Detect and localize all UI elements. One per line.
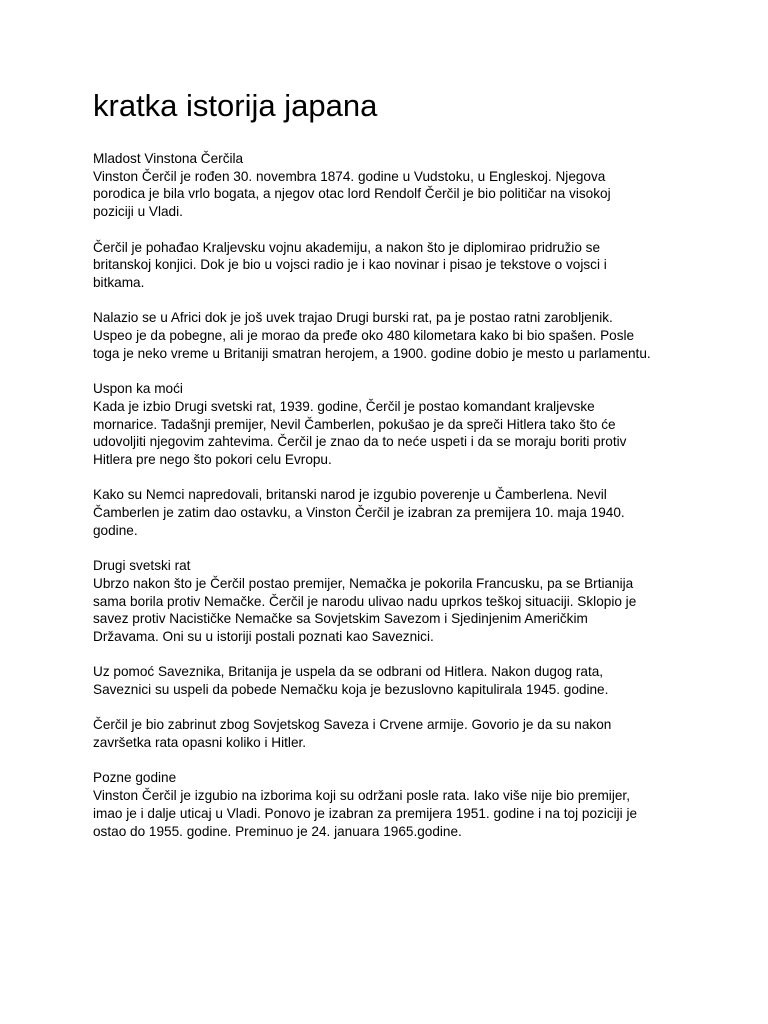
- text-line: porodica je bila vrlo bogata, a njegov otac lord Rendolf Čerčil je bio političar na visokoj: [93, 186, 611, 202]
- text-line: Hitlera pre nego što pokori celu Evropu.: [93, 451, 332, 467]
- text-line: bitkama.: [93, 274, 145, 290]
- text-line: Uspon ka moći: [93, 381, 183, 397]
- text-line: završetka rata opasni koliko i Hitler.: [93, 735, 307, 751]
- paragraph: [93, 150, 683, 221]
- text-line: imao je i dalje uticaj u Vladi. Ponovo je izabran za premijera 1951. godine i na toj poziciji je: [93, 805, 638, 821]
- text-line: Uz pomoć Saveznika, Britanija je uspela da se odbrani od Hitlera. Nakon dugog rata,: [93, 664, 604, 680]
- text-line: Vinston Čerčil je izgubio na izborima koji su održani posle rata. Iako više nije bio premijer,: [93, 788, 630, 804]
- text-line: sama borila protiv Nemačke. Čerčil je narodu ulivao nadu uprkos teškoj situaciji. Sklopio je: [93, 593, 637, 609]
- text-line: Saveznici su uspeli da pobede Nemačku koja je bezuslovno kapitulirala 1945. godine.: [93, 682, 609, 697]
- text-line: Kako su Nemci napredovali, britanski narod je izgubio poverenje u Čamberlena. Nevil: [93, 487, 607, 503]
- text-line: Nalazio se u Africi dok je još uvek trajao Drugi burski rat, pa je postao ratni zarobljenik.: [93, 310, 613, 326]
- text-line: Ubrzo nakon što je Čerčil postao premijer, Nemačka je pokorila Francusku, pa se Brtianija: [93, 575, 634, 591]
- text-line: Čerčil je bio zabrinut zbog Sovjetskog Saveza i Crvene armije. Govorio je da su nakon: [93, 717, 612, 733]
- document-body: [93, 150, 683, 840]
- text-line: toga je neko vreme u Britaniji smatran herojem, a 1900. godine dobio je mesto u parlamentu.: [93, 345, 651, 361]
- text-line: Uspeo je da pobegne, ali je morao da pređe oko 480 kilometara kako bi bio spašen. Posle: [93, 328, 635, 343]
- text-line: Kada je izbio Drugi svetski rat, 1939. godine, Čerčil je postao komandant kraljevske: [93, 398, 595, 414]
- text-line: Pozne godine: [93, 770, 177, 786]
- text-line: britanskoj konjici. Dok je bio u vojsci radio je i kao novinar i pisao je tekstove o vojsci i: [93, 257, 607, 273]
- text-line: savez protiv Nacističke Nemačke sa Sovjetskim Savezom i Sjedinjenim Američkim: [93, 611, 588, 627]
- paragraph: [93, 486, 683, 539]
- paragraph: [93, 309, 683, 362]
- paragraph: [93, 716, 683, 751]
- text-line: Državama. Oni su u istoriji postali poznati kao Saveznici.: [93, 628, 434, 644]
- paragraph: [93, 663, 683, 698]
- paragraph: [93, 239, 683, 292]
- text-line: Čerčil je pohađao Kraljevsku vojnu akademiju, a nakon što je diplomirao pridružio se: [93, 239, 601, 255]
- text-line: Čamberlen je zatim dao ostavku, a Vinston Čerčil je izabran za premijera 10. maja 1940.: [93, 505, 625, 520]
- text-line: Drugi svetski rat: [93, 558, 191, 574]
- document-title: kratka istorija japana: [93, 88, 378, 123]
- text-line: Mladost Vinstona Čerčila: [93, 151, 244, 166]
- paragraph: [93, 380, 683, 469]
- text-line: godine.: [93, 522, 138, 538]
- paragraph: [93, 769, 683, 840]
- text-line: mornarice. Tadašnji premijer, Nevil Čamberlen, pokušao je da spreči Hitlera tako što će: [93, 416, 616, 432]
- document-page: [93, 86, 683, 858]
- paragraph: [93, 557, 683, 646]
- text-line: Vinston Čerčil je rođen 30. novembra 1874. godine u Vudstoku, u Engleskoj. Njegova: [93, 168, 606, 184]
- text-line: udovoljiti njegovim zahtevima. Čerčil je znao da to neće uspeti i da se moraju boriti protiv: [93, 434, 627, 450]
- text-line: ostao do 1955. godine. Preminuo je 24. januara 1965.godine.: [93, 823, 462, 839]
- text-line: poziciji u Vladi.: [93, 204, 183, 220]
